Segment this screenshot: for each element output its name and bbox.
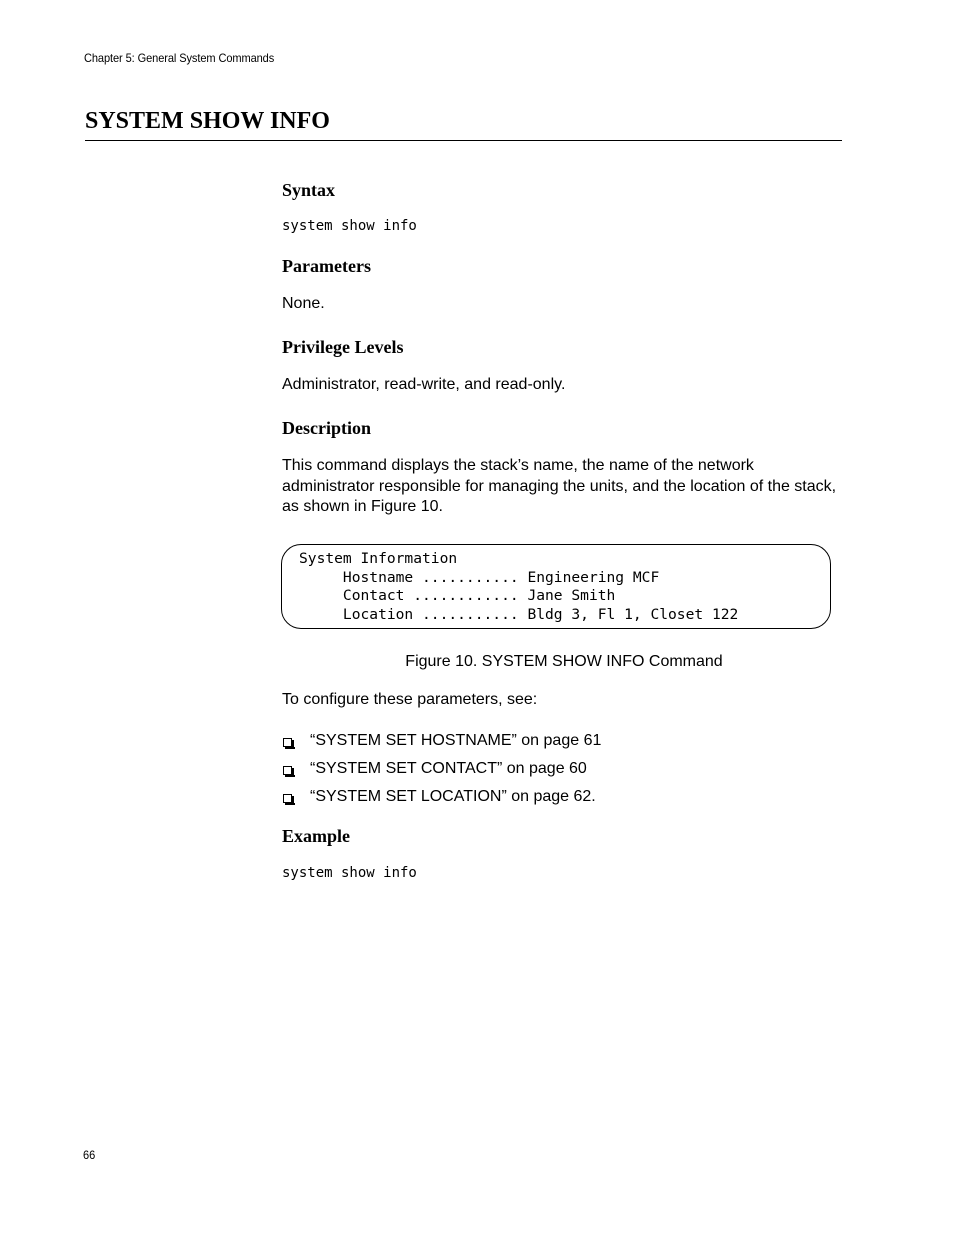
example-heading: Example: [282, 826, 351, 846]
output-line: Hostname ........... Engineering MCF: [299, 568, 660, 586]
privilege-levels-text: Administrator, read-write, and read-only.: [282, 376, 566, 393]
syntax-code: system show info: [282, 218, 417, 234]
parameters-heading: Parameters: [282, 256, 371, 276]
syntax-heading: Syntax: [282, 180, 336, 200]
running-header: Chapter 5: General System Commands: [84, 51, 275, 65]
title-rule: [85, 140, 842, 141]
description-heading: Description: [282, 418, 371, 438]
checkbox-bullet-icon: [283, 794, 292, 803]
checkbox-bullet-icon: [283, 738, 292, 747]
reference-link[interactable]: “SYSTEM SET CONTACT” on page 60: [310, 760, 587, 777]
output-line: System Information: [299, 550, 458, 567]
configure-intro: To configure these parameters, see:: [282, 691, 538, 708]
list-item: [282, 755, 601, 783]
reference-list: [282, 727, 601, 811]
description-text: This command displays the stack’s name, the name of the network administrator responsible for managing the units, and the location of the stack, as shown in Figure 10.: [282, 457, 837, 515]
privilege-levels-heading: Privilege Levels: [282, 337, 404, 357]
reference-link[interactable]: “SYSTEM SET LOCATION” on page 62.: [310, 788, 596, 805]
parameters-text: None.: [282, 295, 325, 312]
reference-link[interactable]: “SYSTEM SET HOSTNAME” on page 61: [310, 732, 602, 749]
command-output-figure: [281, 544, 831, 629]
figure-caption-text: Figure 10. SYSTEM SHOW INFO Command: [405, 653, 723, 670]
list-item: [282, 783, 601, 811]
page-title: SYSTEM SHOW INFO: [85, 108, 330, 134]
example-code: system show info: [282, 865, 417, 881]
checkbox-bullet-icon: [283, 766, 292, 775]
output-line: Location ........... Bldg 3, Fl 1, Closet 122: [299, 605, 739, 623]
list-item: [282, 727, 601, 755]
output-line: Contact ............ Jane Smith: [299, 587, 616, 605]
figure-caption: [282, 652, 842, 672]
command-output-text: [299, 550, 738, 624]
page-number: 66: [83, 1148, 96, 1162]
